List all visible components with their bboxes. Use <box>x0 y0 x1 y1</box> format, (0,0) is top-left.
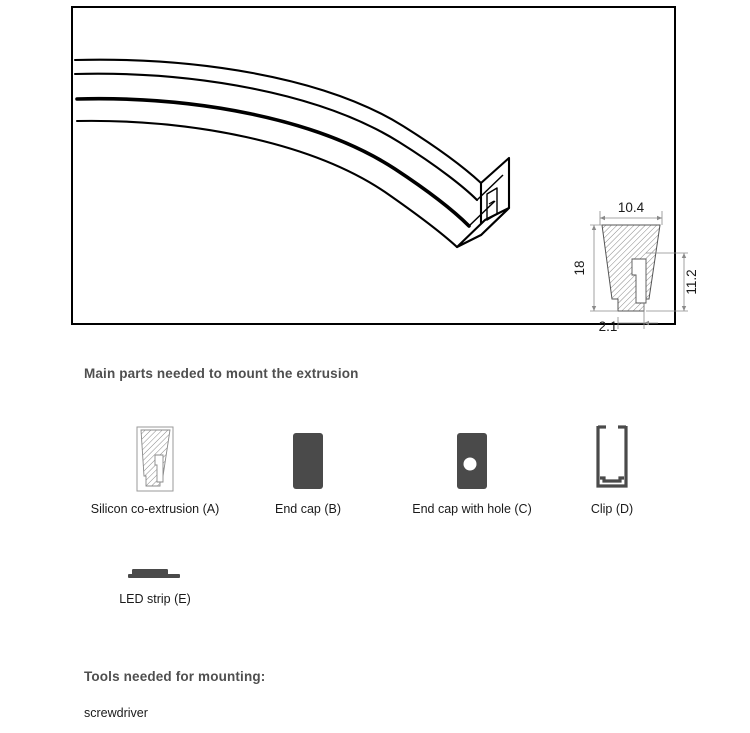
extrusion-figure-frame <box>71 6 699 334</box>
part-art-e <box>70 548 240 582</box>
part-label-d: Clip (D) <box>590 502 634 516</box>
part-label-e: LED strip (E) <box>119 592 191 606</box>
extrusion-illustration <box>73 8 699 334</box>
part-art-a <box>70 418 240 492</box>
part-item-clip <box>527 418 697 517</box>
part-item-led-strip <box>70 548 240 607</box>
silicon-profile-icon <box>132 426 178 492</box>
end-cap-icon <box>288 432 328 492</box>
tools-section-heading: Tools needed for mounting: <box>84 669 266 684</box>
dimension-height-left: 18 <box>572 260 587 276</box>
led-strip-icon <box>124 566 186 582</box>
part-label-a: Silicon co-extrusion (A) <box>90 502 220 516</box>
tools-list-item-screwdriver: screwdriver <box>84 706 148 720</box>
curved-extrusion-body <box>75 60 509 247</box>
dimension-height-right: 11.2 <box>684 269 699 295</box>
part-item-end-cap <box>223 418 393 517</box>
part-label-c: End cap with hole (C) <box>412 502 532 516</box>
parts-section-heading: Main parts needed to mount the extrusion <box>84 366 359 381</box>
cross-section-dimension-drawing <box>572 200 699 334</box>
dimension-width-bottom: 2.1 <box>598 319 618 334</box>
part-art-d <box>527 418 697 492</box>
part-label-b: End cap (B) <box>274 502 341 516</box>
end-cap-hole-icon <box>452 432 492 492</box>
clip-channel-icon <box>590 424 634 492</box>
part-item-silicon-co-extrusion <box>70 418 240 517</box>
dimension-width-top: 10.4 <box>617 200 645 215</box>
part-art-b <box>223 418 393 492</box>
